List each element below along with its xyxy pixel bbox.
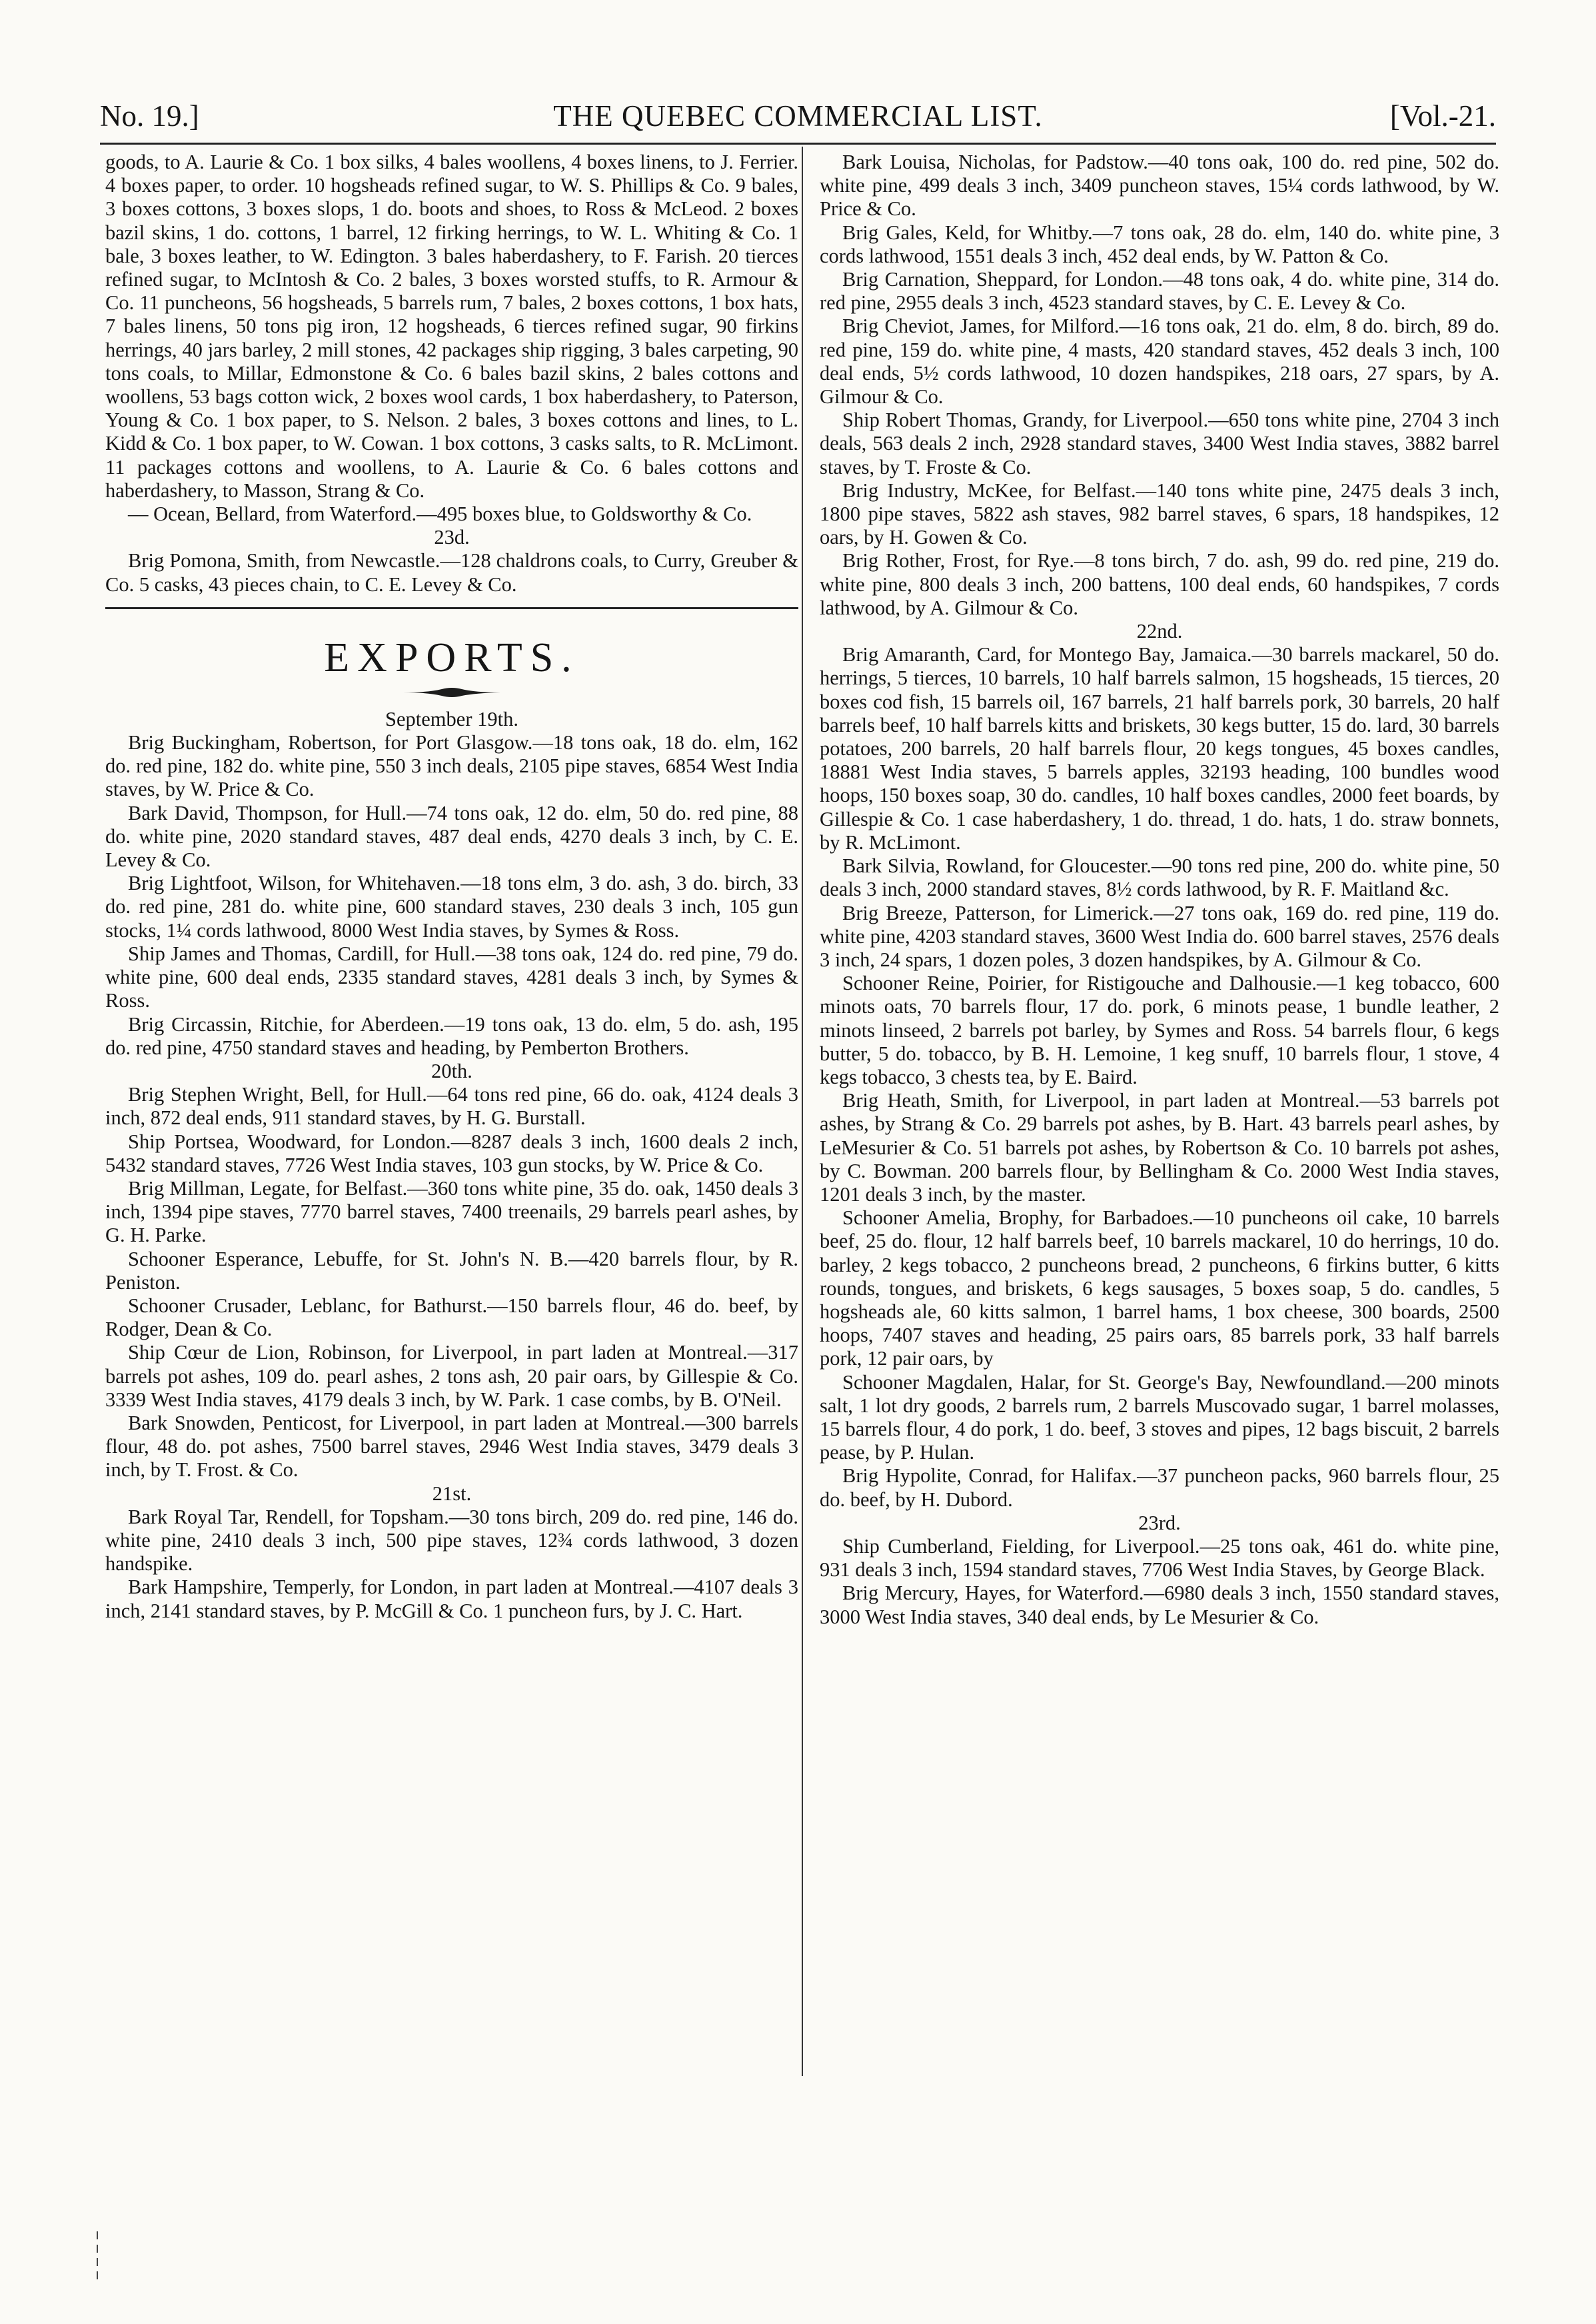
export-entry: Brig Amaranth, Card, for Montego Bay, Jamaica.—30 barrels mackarel, 50 do. herrings, 5 tierces, 10 barrels, 10 half barrels salmon, 15 hogsheads, 15 tierces, 20 boxes cod fish, 15 barrels oil, 167 barrels, 21 half barrels pork, 30 barrels, 20 half barrels beef, 10 half barrels kitts and briskets, 30 kegs butter, 15 do. lard, 30 barrels potatoes, 200 barrels, 20 half barrels flour, 20 kegs tongues, 45 boxes candles, 18881 West India staves, 5 barrels apples, 32193 heading, 100 bundles wood hoops, 150 boxes soap, 30 do. candles, 10 half boxes candles, 2000 feet boards, by Gillespie & Co. 1 case haberdashery, 1 do. thread, 1 do. hats, 1 do. straw bonnets, by R. McLimont. (820, 643, 1499, 854)
export-entry: Brig Hypolite, Conrad, for Halifax.—37 puncheon packs, 960 barrels flour, 25 do. beef, by H. Dubord. (820, 1464, 1499, 1511)
ornament-flourish-icon (402, 686, 502, 698)
export-entry: Brig Lightfoot, Wilson, for Whitehaven.—18 tons elm, 3 do. ash, 3 do. birch, 33 do. red pine, 281 do. white pine, 600 standard staves, 230 deals 3 inch, 105 gun stocks, 1¼ cords lathwood, 8000 West India staves, by Symes & Ross. (105, 872, 798, 942)
publication-title: THE QUEBEC COMMERCIAL LIST. (553, 99, 1043, 133)
date-heading: 22nd. (1136, 620, 1183, 643)
export-entry: Bark Louisa, Nicholas, for Padstow.—40 tons oak, 100 do. red pine, 502 do. white pine, 499 deals 3 inch, 3409 puncheon staves, 15¼ cords lathwood, by W. Price & Co. (820, 151, 1499, 221)
volume-number: [Vol.-21. (1389, 99, 1496, 133)
export-entry: Schooner Magdalen, Halar, for St. George's Bay, Newfoundland.—200 minots salt, 1 lot dry goods, 2 barrels rum, 2 barrels Muscovado sugar, 1 barrel molasses, 15 barrels flour, 4 do pork, 1 do. beef, 3 stoves and pipes, 12 bags biscuit, 2 barrels pease, by P. Hulan. (820, 1370, 1499, 1464)
export-entry: Bark Silvia, Rowland, for Gloucester.—90 tons red pine, 200 do. white pine, 50 deals 3 inch, 2000 standard staves, 8½ cords lathwood, by R. F. Maitland &c. (820, 854, 1499, 901)
right-column (820, 151, 1499, 1629)
imports-continued-entry: goods, to A. Laurie & Co. 1 box silks, 4 bales woollens, 4 boxes linens, to J. Ferrier. 4 boxes paper, to order. 10 hogsheads refined sugar, to W. S. Phillips & Co. 9 bales, 3 boxes cottons, 3 boxes slops, 1 do. boots and shoes, to Ross & McLeod. 2 boxes bazil skins, 1 do. cottons, 1 barrel, 12 firking herrings, to W. L. Whiting & Co. 1 bale, 3 boxes leather, to W. Edington. 3 bales haberdashery, to F. Farish. 20 tierces refined sugar, to McIntosh & Co. 2 bales, 3 boxes worsted stuffs, to R. Armour & Co. 11 puncheons, 56 hogsheads, 5 barrels rum, 7 bales, 2 boxes cottons, 1 box hats, 7 bales linens, 50 tons pig iron, 12 hogsheads, 6 tierces refined sugar, 90 firkins herrings, 40 jars barley, 2 mill stones, 42 packages ship rigging, 3 bales carpeting, 90 tons coals, to Millar, Edmonstone & Co. 6 bales bazil skins, 2 bales cottons and woollens, 53 bags cotton wick, 2 boxes wool cards, 1 box haberdashery, to Paterson, Young & Co. 1 box paper, to S. Nelson. 2 bales, 3 boxes cottons and lines, to L. Kidd & Co. 1 box paper, to W. Cowan. 1 box cottons, 3 casks salts, to R. McLimont. 11 packages cottons and woollens, to A. Laurie & Co. 6 bales cottons and haberdashery, to Masson, Strang & Co. (105, 151, 798, 502)
page-header (100, 95, 1496, 137)
date-heading: 23rd. (1138, 1511, 1181, 1534)
export-entry: Ship Cœur de Lion, Robinson, for Liverpool, in part laden at Montreal.—317 barrels pot ashes, 109 do. pearl ashes, 2 tons ash, 20 pair oars, by Gillespie & Co. 3339 West India staves, 4179 deals 3 inch, by W. Park. 1 case combs, by B. O'Neil. (105, 1341, 798, 1411)
export-entry: Brig Cheviot, James, for Milford.—16 tons oak, 21 do. elm, 8 do. birch, 89 do. red pine, 159 do. white pine, 4 masts, 420 standard staves, 452 deals 3 inch, 100 deal ends, 5½ cords lathwood, 10 dozen handspikes, 218 oars, 27 spars, by A. Gilmour & Co. (820, 315, 1499, 409)
export-entry: Bark Hampshire, Temperly, for London, in part laden at Montreal.—4107 deals 3 inch, 2141 standard staves, by P. McGill & Co. 1 puncheon furs, by J. C. Hart. (105, 1576, 798, 1622)
export-entry: Ship Portsea, Woodward, for London.—8287 deals 3 inch, 1600 deals 2 inch, 5432 standard staves, 7726 West India staves, 103 gun stocks, by W. Price & Co. (105, 1130, 798, 1176)
export-entry: Brig Circassin, Ritchie, for Aberdeen.—19 tons oak, 13 do. elm, 5 do. ash, 195 do. red pine, 4750 standard staves and heading, by Pemberton Brothers. (105, 1012, 798, 1059)
export-entry: Schooner Amelia, Brophy, for Barbadoes.—10 puncheons oil cake, 10 barrels beef, 25 do. flour, 12 half barrels beef, 10 barrels mackarel, 10 do herrings, 10 do. barley, 2 kegs tobacco, 2 puncheons bread, 2 puncheons, 6 firkins butter, 6 kitts rounds, tongues, and briskets, 6 kegs sausages, 5 boxes soap, 5 do. candles, 5 hogsheads ale, 60 kitts salmon, 1 barrel hams, 1 box cheese, 300 boards, 2500 hoops, 7407 staves and heading, 25 pairs oars, 85 barrels pork, 33 half barrels pork, 12 pair oars, by (820, 1206, 1499, 1370)
imports-entry: Brig Pomona, Smith, from Newcastle.—128 chaldrons coals, to Curry, Greuber & Co. 5 casks, 43 pieces chain, to C. E. Levey & Co. (105, 549, 798, 596)
export-entry: Ship Robert Thomas, Grandy, for Liverpool.—650 tons white pine, 2704 3 inch deals, 563 deals 2 inch, 2928 standard staves, 3400 West India staves, 3882 barrel staves, by T. Froste & Co. (820, 409, 1499, 479)
date-heading: September 19th. (385, 707, 518, 730)
export-entry: Brig Stephen Wright, Bell, for Hull.—64 tons red pine, 66 do. oak, 4124 deals 3 inch, 872 deal ends, 911 standard staves, by H. G. Burstall. (105, 1083, 798, 1130)
export-entry: Schooner Crusader, Leblanc, for Bathurst.—150 barrels flour, 46 do. beef, by Rodger, Dean & Co. (105, 1294, 798, 1341)
date-heading: 23d. (434, 526, 470, 549)
column-divider (802, 147, 803, 2076)
export-entry: Ship Cumberland, Fielding, for Liverpool.—25 tons oak, 461 do. white pine, 931 deals 3 inch, 1594 standard staves, 7706 West India Staves, by George Black. (820, 1534, 1499, 1582)
header-rule (100, 143, 1496, 145)
export-entry: Brig Carnation, Sheppard, for London.—48 tons oak, 4 do. white pine, 314 do. red pine, 2955 deals 3 inch, 4523 standard staves, by C. E. Levey & Co. (820, 268, 1499, 315)
left-column (105, 151, 798, 1623)
export-entry: Brig Gales, Keld, for Whitby.—7 tons oak, 28 do. elm, 140 do. white pine, 3 cords lathwood, 1551 deals 3 inch, 452 deal ends, by W. Patton & Co. (820, 221, 1499, 267)
date-heading: 21st. (432, 1482, 472, 1505)
export-entry: Brig Industry, McKee, for Belfast.—140 tons white pine, 2475 deals 3 inch, 1800 pipe staves, 5822 ash staves, 982 barrel staves, 6 spars, 18 handspikes, 12 oars, by H. Gowen & Co. (820, 479, 1499, 549)
exports-heading: EXPORTS. (324, 634, 580, 680)
export-entry: Brig Breeze, Patterson, for Limerick.—27 tons oak, 169 do. red pine, 119 do. white pine, 4203 standard staves, 3600 West India do. 600 barrel staves, 2576 deals 3 inch, 24 spars, 1 dozen poles, 3 dozen handspikes, by A. Gilmour & Co. (820, 901, 1499, 971)
issue-number: No. 19.] (100, 99, 199, 133)
export-entry: Bark Snowden, Penticost, for Liverpool, in part laden at Montreal.—300 barrels flour, 48 do. pot ashes, 7500 barrel staves, 2946 West India staves, 3479 deals 3 inch, by T. Frost. & Co. (105, 1411, 798, 1482)
export-entry: Schooner Reine, Poirier, for Ristigouche and Dalhousie.—1 keg tobacco, 600 minots oats, 70 barrels flour, 17 do. pork, 6 minots pease, 1 bundle leather, 2 minots linseed, 2 barrels pot barley, by Symes and Ross. 54 barrels flour, 6 kegs butter, 5 do. tobacco, by B. H. Lemoine, 1 keg snuff, 10 barrels flour, 1 stove, 4 kegs tobacco, 3 chests tea, by E. Baird. (820, 972, 1499, 1088)
date-heading: 20th. (431, 1059, 472, 1082)
export-entry: Bark Royal Tar, Rendell, for Topsham.—30 tons birch, 209 do. red pine, 146 do. white pine, 2410 deals 3 inch, 500 pipe staves, 12¾ cords lathwood, 3 dozen handspike. (105, 1505, 798, 1576)
binding-margin-marks (95, 2226, 99, 2293)
export-entry: Brig Rother, Frost, for Rye.—8 tons birch, 7 do. ash, 99 do. red pine, 219 do. white pine, 800 deals 3 inch, 200 battens, 100 deal ends, 60 handspikes, 7 cords lathwood, by A. Gilmour & Co. (820, 549, 1499, 619)
export-entry: Brig Millman, Legate, for Belfast.—360 tons white pine, 35 do. oak, 1450 deals 3 inch, 1394 pipe staves, 7770 barrel staves, 7400 treenails, 29 barrels pearl ashes, by G. H. Parke. (105, 1176, 798, 1247)
export-entry: Bark David, Thompson, for Hull.—74 tons oak, 12 do. elm, 50 do. red pine, 88 do. white pine, 2020 standard staves, 487 deal ends, 4270 deals 3 inch, by C. E. Levey & Co. (105, 801, 798, 872)
export-entry: Schooner Esperance, Lebuffe, for St. John's N. B.—420 barrels flour, by R. Peniston. (105, 1247, 798, 1294)
section-rule (105, 607, 798, 609)
export-entry: Brig Mercury, Hayes, for Waterford.—6980 deals 3 inch, 1550 standard staves, 3000 West India staves, 340 deal ends, by Le Mesurier & Co. (820, 1582, 1499, 1628)
export-entry: Brig Buckingham, Robertson, for Port Glasgow.—18 tons oak, 18 do. elm, 162 do. red pine, 182 do. white pine, 550 3 inch deals, 2105 pipe staves, 6854 West India staves, by W. Price & Co. (105, 731, 798, 801)
imports-entry: — Ocean, Bellard, from Waterford.—495 boxes blue, to Goldsworthy & Co. (128, 503, 752, 526)
export-entry: Brig Heath, Smith, for Liverpool, in part laden at Montreal.—53 barrels pot ashes, by Strang & Co. 29 barrels pot ashes, by B. Hart. 43 barrels pearl ashes, by LeMesurier & Co. 51 barrels pot ashes, by Robertson & Co. 10 barrels pot ashes, by C. Bowman. 200 barrels flour, by Bellingham & Co. 2000 West India staves, 1201 deals 3 inch, by the master. (820, 1089, 1499, 1206)
export-entry: Ship James and Thomas, Cardill, for Hull.—38 tons oak, 124 do. red pine, 79 do. white pine, 600 deal ends, 2335 standard staves, 4281 deals 3 inch, by Symes & Ross. (105, 942, 798, 1012)
